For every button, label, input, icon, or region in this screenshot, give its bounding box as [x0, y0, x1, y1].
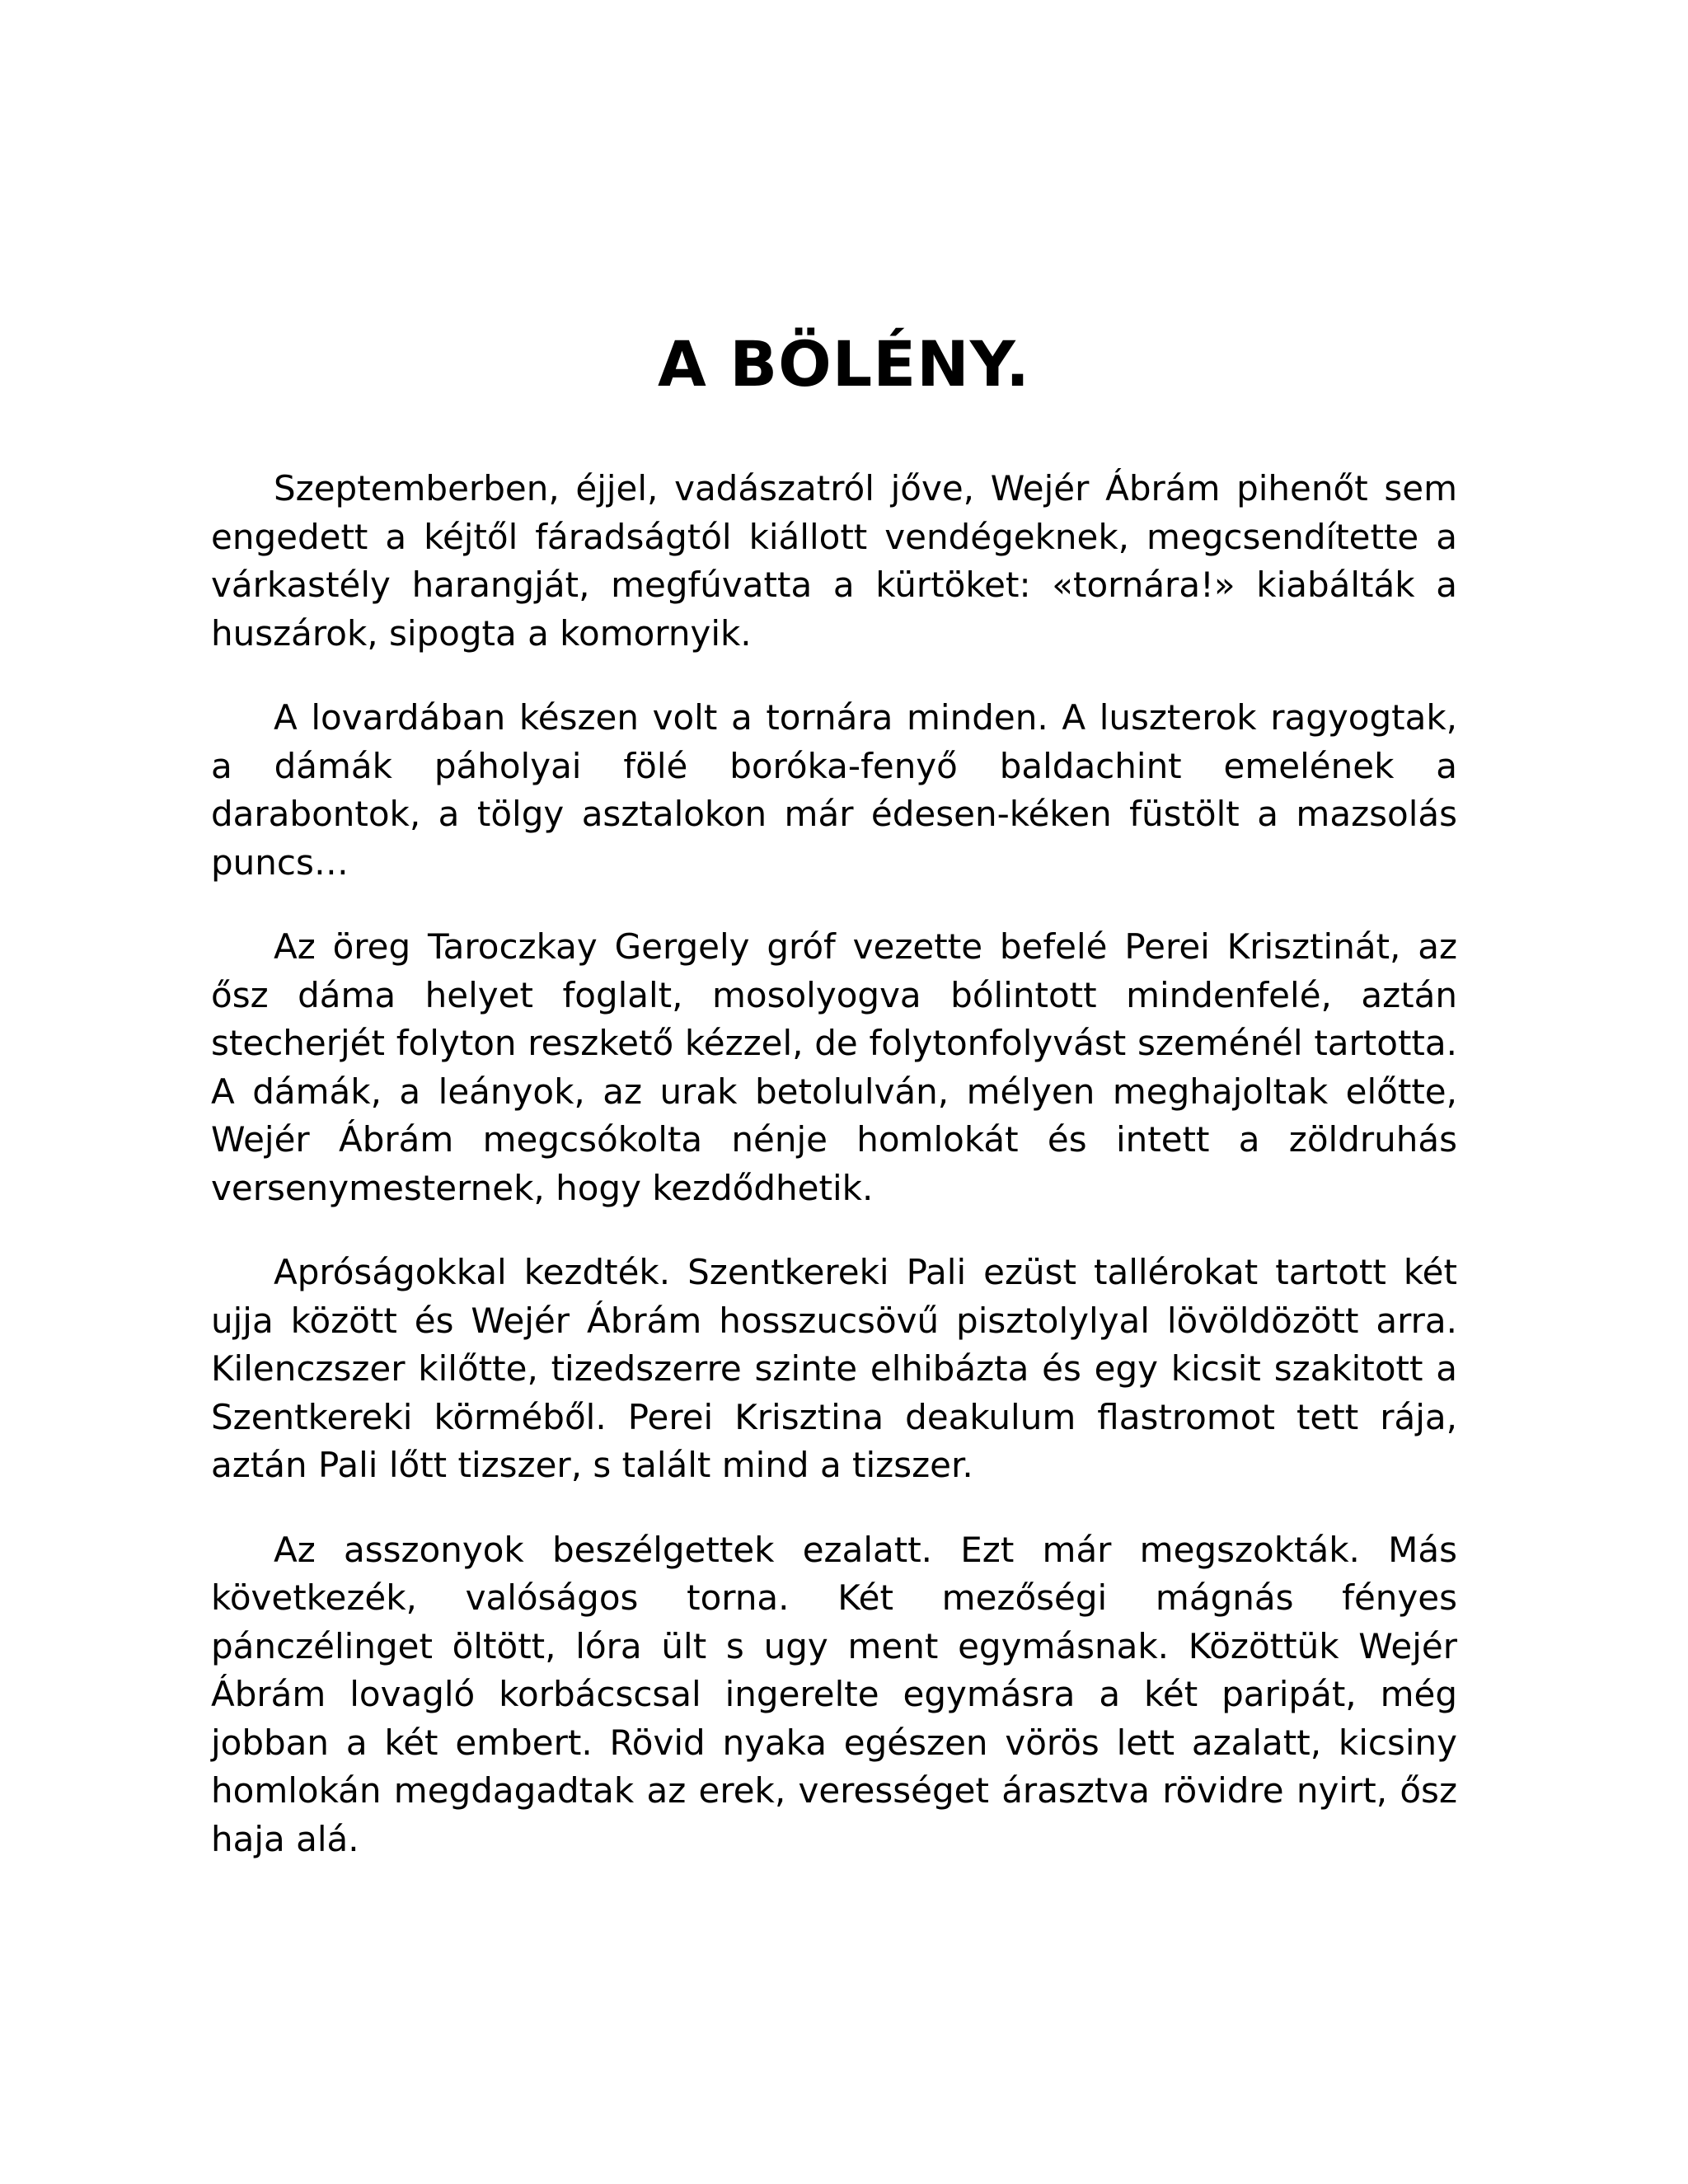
paragraph-4: Apróságokkal kezdték. Szentkereki Pali ezüst tallérokat tartott két ujja között és Wejér Ábrám hosszucsövű pisztolylyal lövöldözött arra. Kilenczszer kilőtte, tizedszerre szinte elhibázta és egy kicsit szakitott a Szentkereki körméből. Perei Krisztina deakulum flastromot tett rája, aztán Pali lőtt tizszer, s talált mind a tizszer.	[211, 1252, 1457, 1485]
paragraph-5: Az asszonyok beszélgettek ezalatt. Ezt már megszokták. Más következék, valóságos torna. Két mezőségi mágnás fényes pánczélinget öltött, lóra ült s ugy ment egymásnak. Közöttük Wejér Ábrám lovagló korbácscsal ingerelte egymásra a két paripát, még jobban a két embert. Rövid nyaka egészen vörös lett azalatt, kicsiny homlokán megdagadtak az erek, verességet árasztva rövidre nyirt, ősz haja alá.	[211, 1529, 1457, 1859]
body-text	[211, 465, 1457, 1900]
paragraph-3: Az öreg Taroczkay Gergely gróf vezette befelé Perei Krisztinát, az ősz dáma helyet foglalt, mosolyogva bólintott mindenfelé, aztán stecherjét folyton reszkető kézzel, de folytonfolyvást szeménél tartotta. A dámák, a leányok, az urak betolulván, mélyen meghajoltak előtte, Wejér Ábrám megcsókolta nénje homlokát és intett a zöldruhás versenymesternek, hogy kezdődhetik.	[211, 926, 1457, 1208]
paragraph-2: A lovardában készen volt a tornára minden. A luszterok ragyogtak, a dámák páholyai fölé boróka-fenyő baldachint emelének a darabontok, a tölgy asztalokon már édesen-kéken füstölt a mazsolás puncs…	[211, 697, 1457, 883]
chapter-title: A BÖLÉNY.	[657, 327, 1031, 401]
paragraph-1: Szeptemberben, éjjel, vadászatról jőve, Wejér Ábrám pihenőt sem engedett a kéjtől fáradságtól kiállott vendégeknek, megcsendítette a várkastély harangját, megfúvatta a kürtöket: «tornára!» kiabálták a huszárok, sipogta a komornyik.	[211, 468, 1457, 654]
